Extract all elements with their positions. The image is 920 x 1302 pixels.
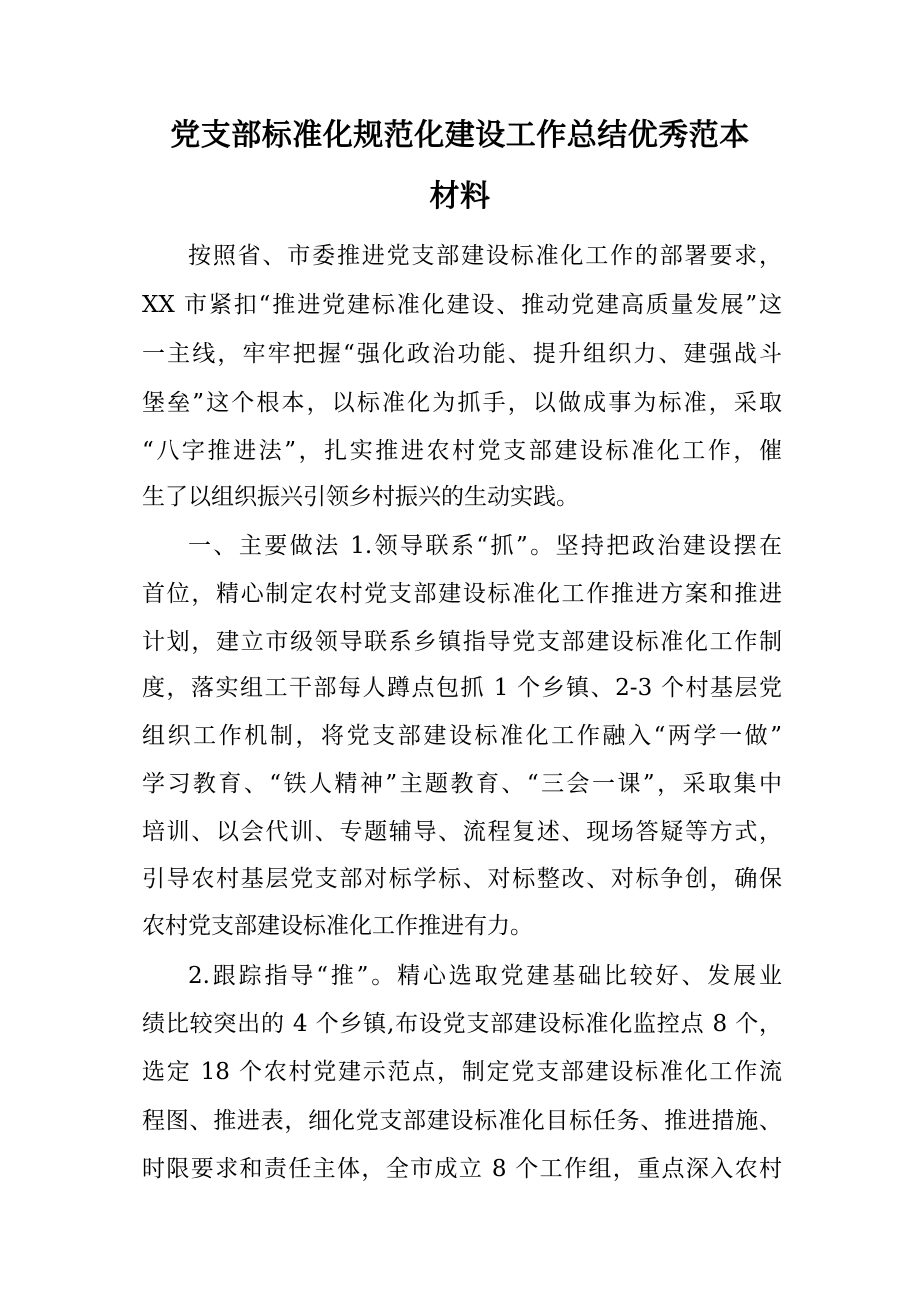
paragraph-1-line: 按照省、市委推进党支部建设标准化工作的部署要求， [188, 243, 782, 269]
paragraph-2-line: 首位，精心制定农村党支部建设标准化工作推进方案和推进 [142, 581, 782, 607]
paragraph-3-line: 2.跟踪指导“推”。精心选取党建基础比较好、发展业 [188, 963, 782, 989]
paragraph-2-line: 计划，建立市级领导联系乡镇指导党支部建设标准化工作制 [142, 629, 782, 655]
paragraph-2-line: 度，落实组工干部每人蹲点包抓 1 个乡镇、2-3 个村基层党 [142, 675, 782, 701]
document-title-line-2: 材料 [429, 179, 491, 214]
paragraph-2-line: 培训、以会代训、专题辅导、流程复述、现场答疑等方式， [142, 819, 782, 845]
paragraph-1-line: 一主线，牢牢把握“强化政治功能、提升组织力、建强战斗 [142, 341, 782, 367]
paragraph-1-line: 堡垒”这个根本，以标准化为抓手，以做成事为标准，采取 [142, 390, 782, 416]
paragraph-2-line: 学习教育、“铁人精神”主题教育、“三会一课”，采取集中 [142, 771, 782, 797]
paragraph-2-line: 组织工作机制，将党支部建设标准化工作融入“两学一做” [142, 723, 782, 749]
paragraph-3-line: 选定 18 个农村党建示范点，制定党支部建设标准化工作流 [142, 1059, 782, 1085]
paragraph-1-line: “八字推进法”，扎实推进农村党支部建设标准化工作，催 [142, 438, 782, 464]
paragraph-2-line: 农村党支部建设标准化工作推进有力。 [142, 913, 533, 939]
paragraph-1-line: XX 市紧扣“推进党建标准化建设、推动党建高质量发展”这 [142, 292, 782, 318]
paragraph-3-line: 绩比较突出的 4 个乡镇,布设党支部建设标准化监控点 8 个， [142, 1011, 782, 1037]
paragraph-3-line: 程图、推进表，细化党支部建设标准化目标任务、推进措施、 [142, 1108, 782, 1134]
paragraph-2-line: 一、主要做法 1.领导联系“抓”。坚持把政治建设摆在 [188, 533, 782, 559]
paragraph-1-line: 生了以组织振兴引领乡村振兴的生动实践。 [142, 484, 579, 510]
paragraph-3-line: 时限要求和责任主体，全市成立 8 个工作组，重点深入农村 [142, 1156, 782, 1182]
document-title-line-1: 党支部标准化规范化建设工作总结优秀范本 [170, 118, 750, 153]
paragraph-2-line: 引导农村基层党支部对标学标、对标整改、对标争创，确保 [142, 866, 782, 892]
